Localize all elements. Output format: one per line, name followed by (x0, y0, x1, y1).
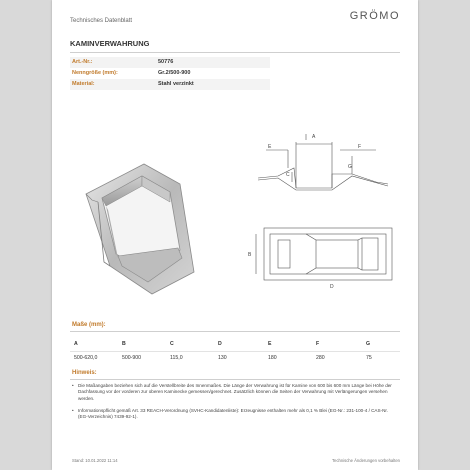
dim-header: E (268, 341, 272, 347)
dim-header: G (366, 341, 371, 347)
dim-value: 180 (268, 355, 277, 361)
note-text: Die Maßangaben beziehen sich auf die Verstellbreite des Innenmaßes. Die Länge der Verwahrung ist für Kamine von 600 bis 600 mm Länge bei Höhe der Dachfassung vor der vorderen zur oberen Kaminecke gemessen/gerechnet. Zusätzlich können die Seiten der Verwahrung mit Verlängerungen versehen werden. (78, 383, 392, 401)
spec-value: 50776 (158, 59, 174, 65)
dim-value: 130 (218, 355, 227, 361)
product-title: KAMINVERWAHRUNG (70, 39, 150, 48)
spec-label: Nenngröße (mm): (72, 70, 118, 76)
document-type: Technisches Datenblatt (70, 18, 133, 24)
divider (70, 379, 400, 380)
dim-header: C (170, 341, 174, 347)
note-item (72, 383, 398, 402)
bullet-icon: • (72, 408, 74, 413)
datasheet-page (52, 0, 418, 470)
spec-value: Gr.2/500-900 (158, 70, 191, 76)
dim-header: D (218, 341, 222, 347)
label-a: A (312, 134, 316, 140)
divider (70, 351, 400, 352)
label-g: G (348, 164, 352, 170)
spec-label: Material: (72, 81, 95, 87)
label-c: C (286, 172, 290, 178)
dim-header: F (316, 341, 320, 347)
spec-label: Art.-Nr.: (72, 59, 93, 65)
label-f: F (358, 144, 362, 150)
dim-value: 280 (316, 355, 325, 361)
note-text: Informationspflicht gemäß Art. 33 REACH-Verordnung (SVHC-Kandidatenliste): Erzeugnisse enthalten mehr als 0,1 % Blei (EG-Nr.: 231-100-4 / CAS-Nr. (EG-Verzeichnis) 7439-92-1). (78, 408, 388, 420)
footer-disclaimer: Technische Änderungen vorbehalten (332, 458, 400, 463)
dim-header: A (74, 341, 78, 347)
label-d: D (330, 284, 334, 290)
label-e: E (268, 144, 272, 150)
dimensions-title: Maße (mm): (72, 322, 106, 328)
dim-header: B (122, 341, 126, 347)
dim-value: 115,0 (170, 355, 183, 361)
dim-value: 500-620,0 (74, 355, 98, 361)
dim-value: 75 (366, 355, 372, 361)
note-item (72, 408, 398, 421)
label-b: B (248, 252, 252, 258)
footer-date: Stand: 10.01.2022 11:14 (72, 458, 118, 463)
spec-value: Stahl verzinkt (158, 81, 194, 87)
bullet-icon: • (72, 383, 74, 388)
dim-value: 500-900 (122, 355, 142, 361)
notes-title: Hinweis: (72, 370, 97, 376)
brand-logo: GRÖMO (349, 10, 400, 22)
